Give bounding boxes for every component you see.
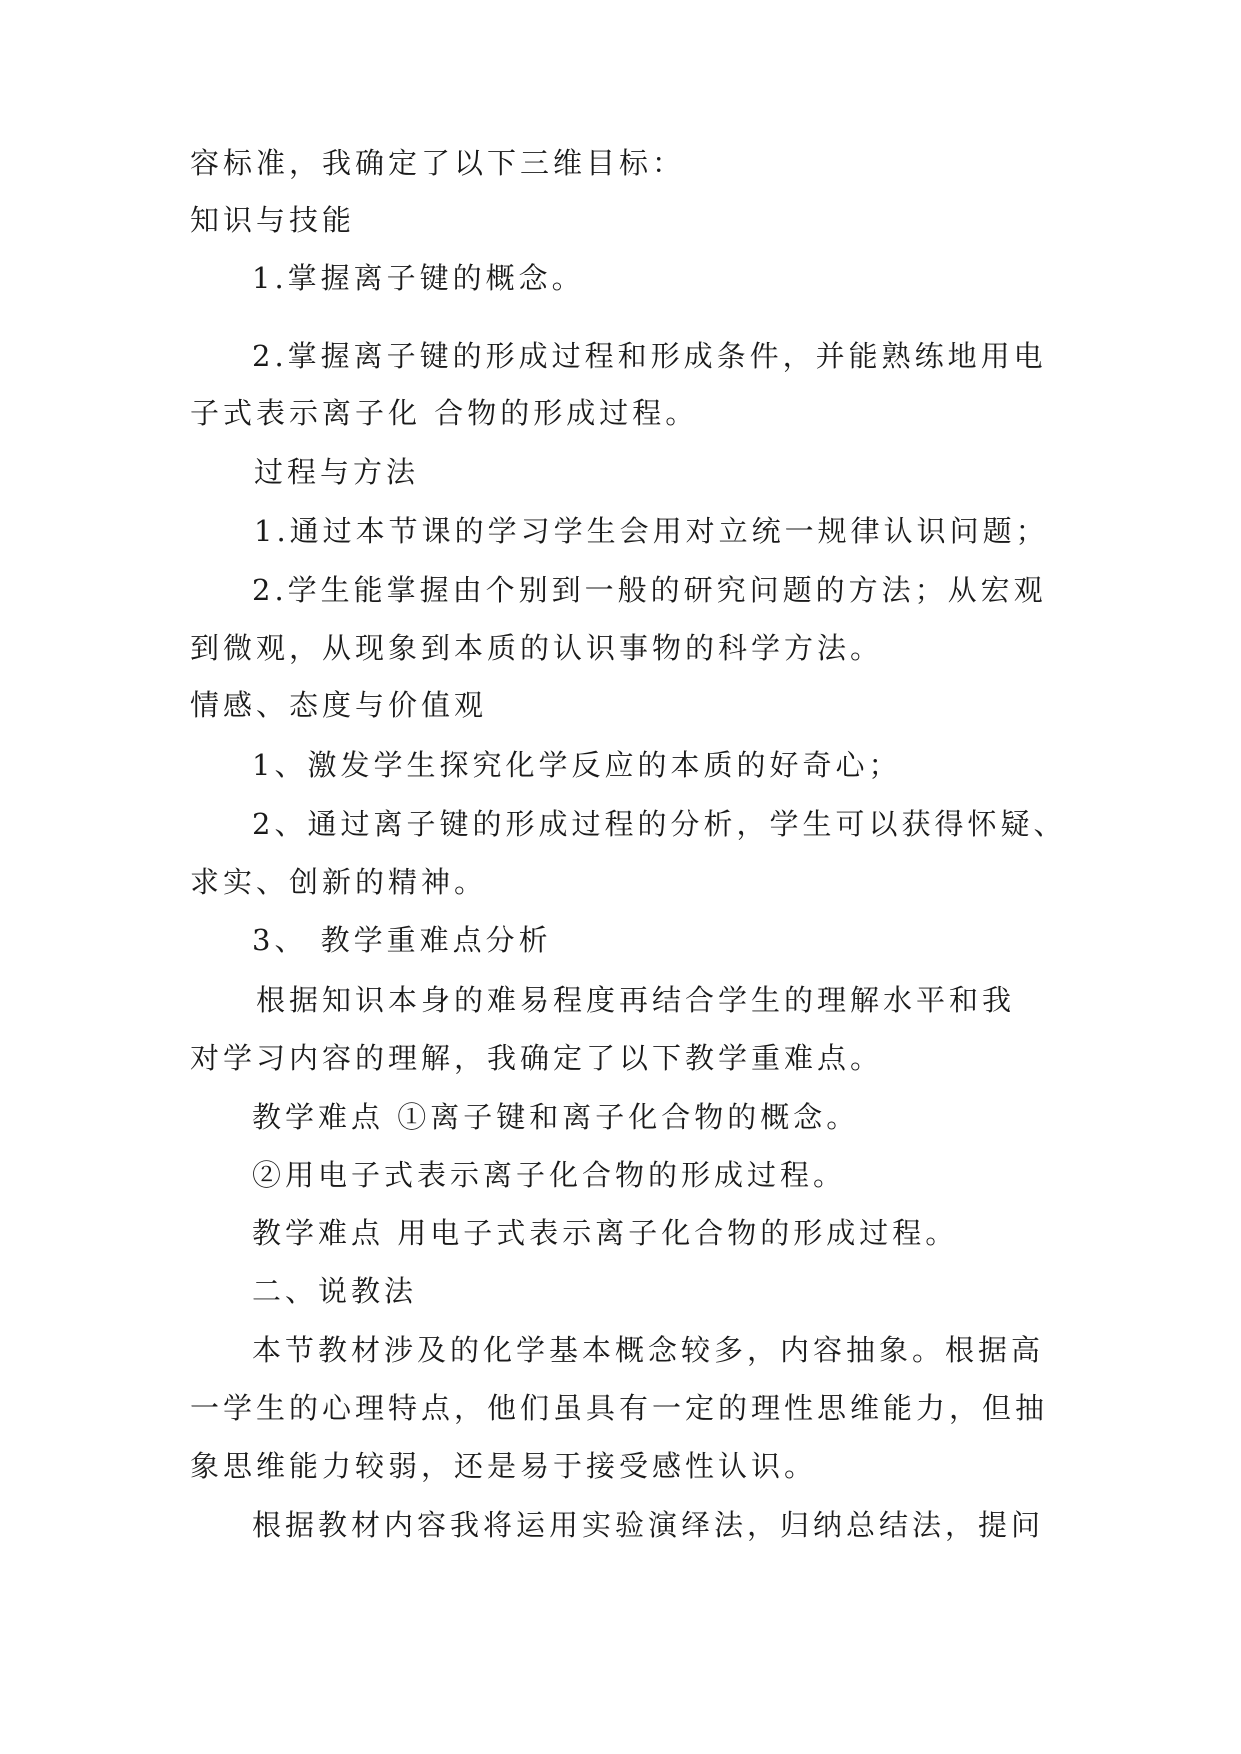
text-line-7: 1.通过本节课的学习学生会用对立统一规律认识问题；	[254, 514, 1049, 548]
section-heading-knowledge-skills: 知识与技能	[190, 203, 356, 237]
section-heading-key-difficult-points: 3、 教学重难点分析	[252, 923, 552, 957]
text-line-8: 2.学生能掌握由个别到一般的研究问题的方法；从宏观	[252, 573, 1047, 607]
text-line-16: 对学习内容的理解，我确定了以下教学重难点。	[190, 1041, 884, 1075]
text-line-4: 2.掌握离子键的形成过程和形成条件，并能熟练地用电	[252, 339, 1047, 373]
text-line-13: 求实、创新的精神。	[190, 865, 488, 899]
text-line-15: 根据知识本身的难易程度再结合学生的理解水平和我	[256, 983, 1016, 1017]
text-line-9: 到微观，从现象到本质的认识事物的科学方法。	[190, 631, 884, 665]
text-line-5: 子式表示离子化 合物的形成过程。	[190, 396, 699, 430]
section-heading-emotion-attitude: 情感、态度与价值观	[190, 688, 488, 722]
text-line-24: 根据教材内容我将运用实验演绎法，归纳总结法，提问	[252, 1508, 1045, 1542]
text-line-22: 一学生的心理特点，他们虽具有一定的理性思维能力，但抽	[190, 1391, 1049, 1425]
text-line-23: 象思维能力较弱，还是易于接受感性认识。	[190, 1449, 818, 1483]
section-heading-teaching-method: 二、说教法	[252, 1274, 418, 1308]
text-line-21: 本节教材涉及的化学基本概念较多，内容抽象。根据高	[252, 1333, 1045, 1367]
text-line-18: ②用电子式表示离子化合物的形成过程。	[252, 1158, 847, 1192]
text-line-12: 2、通过离子键的形成过程的分析，学生可以获得怀疑、	[252, 807, 1067, 841]
text-line-17: 教学难点 ①离子键和离子化合物的概念。	[252, 1100, 860, 1134]
text-line-19: 教学难点 用电子式表示离子化合物的形成过程。	[252, 1216, 959, 1250]
text-line-1: 容标准，我确定了以下三维目标：	[190, 146, 686, 180]
section-heading-process-method: 过程与方法	[254, 455, 420, 489]
text-line-3: 1.掌握离子键的概念。	[252, 261, 585, 295]
text-line-11: 1、激发学生探究化学反应的本质的好奇心；	[252, 748, 902, 782]
